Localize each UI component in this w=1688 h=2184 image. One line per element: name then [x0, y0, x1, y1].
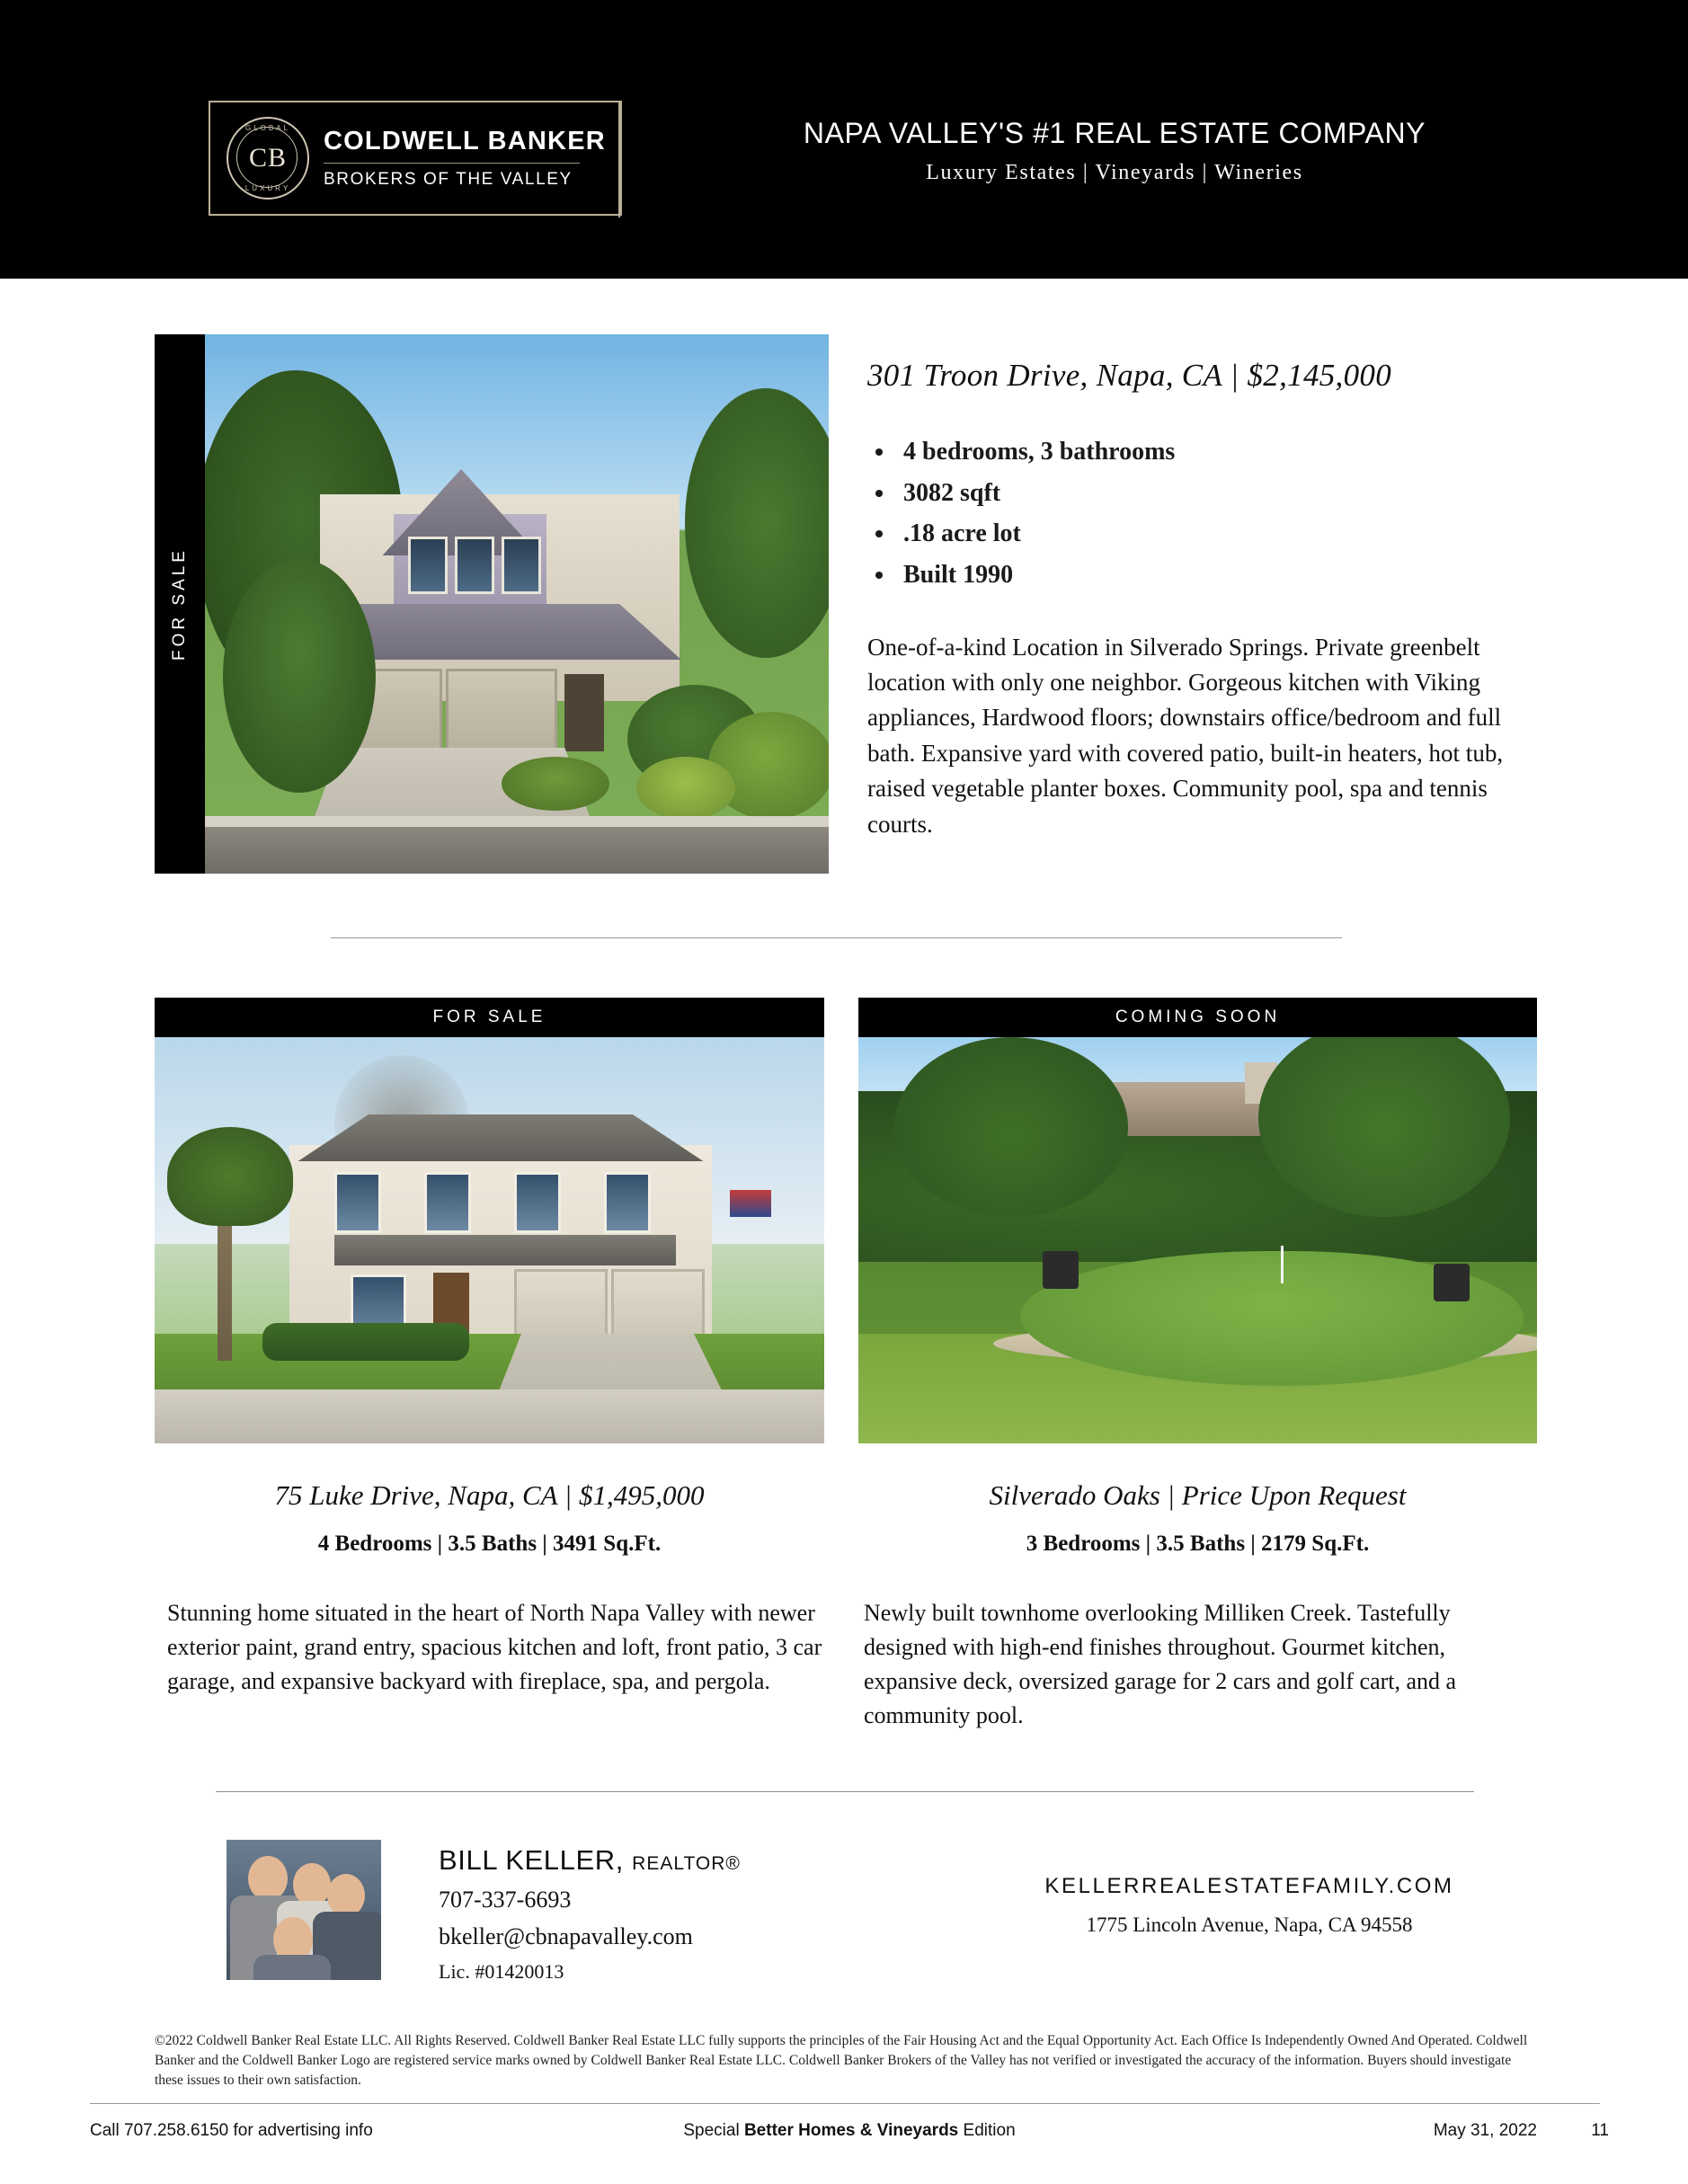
photo-person-head: [248, 1856, 288, 1901]
listing-description-right: Newly built townhome overlooking Milliken Creek. Tastefully designed with high-end finishes throughout. Gourmet kitchen, expansive deck, oversized garage for 2 cars and golf cart, and a community pool.: [864, 1600, 1457, 1728]
photo-window: [424, 1172, 471, 1233]
agent-email[interactable]: bkeller@cbnapavalley.com: [439, 1923, 693, 1949]
photo-person-body: [253, 1955, 331, 1980]
website-link[interactable]: KELLERREALESTATEFAMILY.COM: [1044, 1874, 1454, 1898]
photo-patio-chair: [1434, 1264, 1470, 1301]
feature-status-label: FOR SALE: [170, 547, 190, 661]
listing-specs-left: 4 Bedrooms | 3.5 Baths | 3491 Sq.Ft.: [317, 1531, 662, 1556]
photo-shrub: [223, 559, 376, 793]
brand-office: BROKERS OF THE VALLEY: [324, 170, 573, 190]
footer-edition-prefix: Special: [683, 2121, 744, 2140]
photo-lower-roof: [334, 1235, 676, 1265]
listing-specs-right: 3 Bedrooms | 3.5 Baths | 2179 Sq.Ft.: [1026, 1531, 1370, 1556]
agent-phone[interactable]: 707-337-6693: [439, 1887, 572, 1913]
legal-disclaimer: ©2022 Coldwell Banker Real Estate LLC. All Rights Reserved. Coldwell Banker Real Estate LLC fully supports the principles of the Fair Housing Act and the Equal Opportunity Act. Each Office Is Independently Owned And Operated. Coldwell Banker and the Coldwell Banker Logo are registered service marks owned by Coldwell Banker Real Estate LLC. Coldwell Banker Brokers of the Valley has not verified or investigated the accuracy of the information. Buyers should investigate these issues to their own satisfaction.: [155, 2033, 1528, 2088]
list-item: • 4 bedrooms, 3 bathrooms: [896, 431, 1533, 473]
seal-word-top: GLOBAL: [244, 124, 290, 132]
office-address: 1775 Lincoln Avenue, Napa, CA 94558: [1086, 1913, 1413, 1936]
logo-divider: [618, 102, 620, 218]
coldwell-banker-logo: [209, 101, 622, 216]
listing-photo-right: [858, 1037, 1537, 1443]
seal-monogram: CB: [248, 143, 288, 173]
feature-listing-title: 301 Troon Drive, Napa, CA | $2,145,000: [867, 358, 1392, 393]
listing-status-label: FOR SALE: [432, 1008, 546, 1026]
photo-palm-fronds: [167, 1127, 293, 1226]
photo-window: [604, 1172, 651, 1233]
feature-listing-specs: [867, 431, 1533, 596]
photo-hedge: [262, 1323, 469, 1361]
listing-status-badge: [155, 998, 824, 1037]
footer-edition-suffix: Edition: [958, 2121, 1016, 2140]
feature-status-badge: [155, 334, 205, 874]
photo-sidewalk: [155, 1389, 824, 1443]
footer-edition: [90, 2121, 1609, 2141]
agent-license: Lic. #01420013: [439, 1960, 564, 1983]
photo-patio-chair: [1043, 1251, 1079, 1289]
logo-rule: [324, 163, 580, 164]
photo-flag: [730, 1190, 771, 1217]
photo-street: [205, 827, 829, 874]
footer-rule: [90, 2103, 1600, 2104]
photo-person-head: [327, 1874, 365, 1917]
list-item: • Built 1990: [896, 555, 1533, 596]
agent-contact-block: [439, 1844, 942, 1984]
feature-listing-description: One-of-a-kind Location in Silverado Springs. Private greenbelt location with only one neighbor. Gorgeous kitchen with Viking appliances, Hardwood floors; downstairs office/bedroom and full bath. Expansive yard with covered patio, built-in heaters, hot tub, raised vegetable planter boxes. Community pool, spa and tennis courts.: [867, 633, 1504, 838]
photo-tree-right: [685, 388, 829, 658]
brand-contact-block: [971, 1874, 1528, 1937]
feature-listing-info: [867, 358, 1533, 842]
photo-window: [502, 537, 541, 594]
list-item: • 3082 sqft: [896, 473, 1533, 514]
section-divider: [331, 937, 1342, 938]
photo-front-door: [564, 674, 604, 751]
footer-edition-bold: Better Homes & Vineyards: [743, 2121, 959, 2140]
photo-curb: [205, 816, 829, 827]
listing-title-left: 75 Luke Drive, Napa, CA | $1,495,000: [274, 1479, 705, 1511]
photo-flagstick: [1281, 1246, 1284, 1283]
brand-name: COLDWELL BANKER: [324, 126, 606, 155]
photo-shrub: [502, 757, 609, 811]
photo-window: [408, 537, 448, 594]
seal-word-bottom: LUXURY: [244, 184, 291, 192]
photo-tree: [894, 1037, 1128, 1217]
page-header: [0, 0, 1688, 279]
footer-advertising-info: Call 707.258.6150 for advertising info: [90, 2121, 373, 2140]
footer-divider: [216, 1791, 1474, 1792]
listing-status-badge: [858, 998, 1537, 1037]
photo-lawn: [155, 1334, 824, 1397]
footer-page-number: 11: [1591, 2121, 1609, 2140]
photo-window: [455, 537, 494, 594]
feature-listing-photo-frame: [155, 334, 829, 874]
photo-window: [514, 1172, 561, 1233]
listing-card-left: [155, 998, 824, 1699]
photo-window: [334, 1172, 381, 1233]
listing-description-left: Stunning home situated in the heart of North Napa Valley with newer exterior paint, grand entry, spacious kitchen and loft, front patio, 3 car garage, and expansive backyard with fireplace, spa, and pergola.: [167, 1600, 822, 1694]
header-tagline: [629, 117, 1600, 185]
photo-person-head: [293, 1863, 331, 1906]
photo-garage-door: [446, 669, 557, 757]
logo-wordmark: [324, 127, 606, 190]
agent-role: REALTOR®: [632, 1853, 741, 1874]
tagline-sub: Luxury Estates | Vineyards | Wineries: [926, 161, 1303, 184]
footer-date: May 31, 2022: [1433, 2121, 1537, 2140]
listing-status-label: COMING SOON: [1115, 1008, 1281, 1026]
list-item: • .18 acre lot: [896, 513, 1533, 555]
agent-photo: [227, 1840, 381, 1980]
agent-name-text: BILL KELLER,: [439, 1844, 624, 1876]
listing-photo-left: [155, 1037, 824, 1443]
agent-name: [439, 1844, 942, 1877]
photo-shrub: [636, 757, 735, 820]
tagline-main: NAPA VALLEY'S #1 REAL ESTATE COMPANY: [803, 117, 1426, 149]
global-luxury-seal-icon: [227, 117, 309, 200]
listing-title-right: Silverado Oaks | Price Upon Request: [989, 1479, 1407, 1511]
feature-property-photo: [205, 334, 829, 874]
listing-card-right: [858, 998, 1537, 1733]
